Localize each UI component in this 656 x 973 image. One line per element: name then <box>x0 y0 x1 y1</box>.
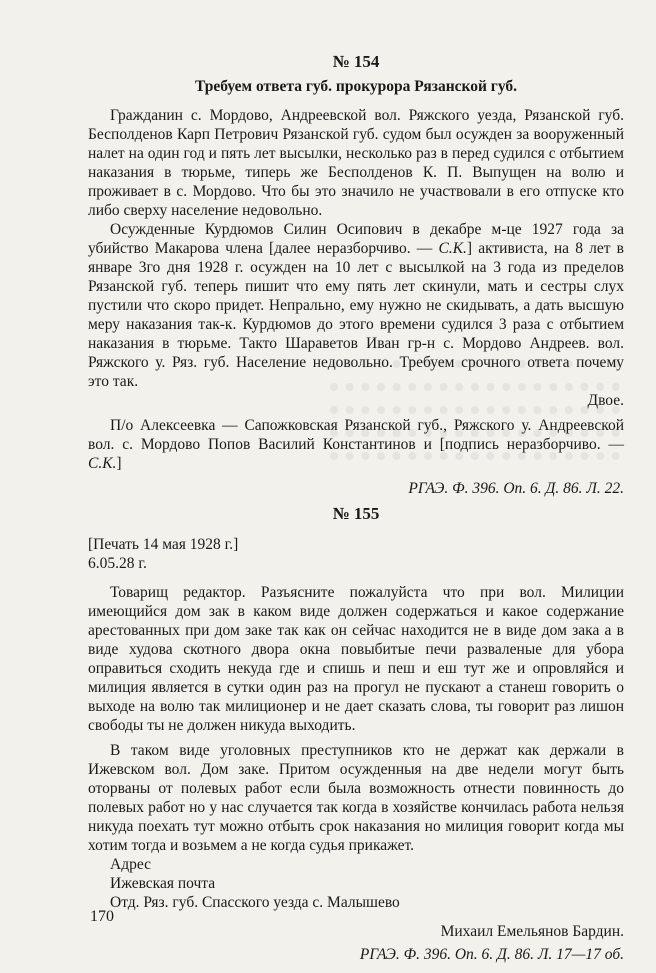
paragraph-text: Осужденные Курдюмов Силин Осипович в декабре м-це 1927 года за убийство Макарова члена [далее неразборчиво. — <box>88 221 624 257</box>
document-155 <box>88 504 624 964</box>
page-number: 170 <box>90 908 114 925</box>
stamp-note: [Печать 14 мая 1928 г.] <box>88 536 239 553</box>
address-line: Ижевская почта <box>110 875 216 892</box>
document-154 <box>88 52 624 498</box>
paragraph-text: ] активиста, на 8 лет в январе 3го дня 1928 г. осужден на 10 лет с высылкой на 3 года из пределов Рязанской губ. теперь пишит что ему пять лет скинули, мать и сестры слух пустили что скоро придет. Непрально, ему нужно не скидывать, а дать высшую меру наказания так-к. Курдюмов до этого времени судился 3 раза с отбытием наказания в тюрьме. Такто Шараветов Иван гр-н с. Мордово Андреев. вол. Ряжского у. Ряз. губ. Население недовольно. Требуем срочного ответа почему это так. <box>88 240 624 390</box>
paragraph: Товарищ редактор. Разъясните пожалуйста что при вол. Милиции имеющийся дом зак в каком виде должен содержаться и какое содержание арестованных при дом заке так как он сейчас находится не в виде дом зака а в виде худова скотного двора окна повыбитые печи разваленые для убора оправиться сходить некуда где и спишь и пеш и еш тут же и опровляйся и милиция является в сутки один раз на прогул не пускают а станеш говорить о выходе на волю так милиционер и не дает сказать слова, ты говорит раз лишон свободы ты не должен никуда выходить. <box>88 584 624 734</box>
document-number: № 154 <box>332 52 380 71</box>
archive-source: РГАЭ. Ф. 396. Оп. 6. Д. 86. Л. 17—17 об. <box>359 946 624 963</box>
paragraph <box>88 220 624 391</box>
paragraph-text: П/о Алексеевка — Сапожковская Рязанской губ., Ряжского у. Андреевской вол. с. Мордово Попов Василий Константинов и [подпись неразборчиво. — <box>88 417 624 453</box>
signature: Двое. <box>587 392 624 409</box>
document-title: Требуем ответа губ. прокурора Рязанской губ. <box>194 78 518 95</box>
paragraph-text: ] <box>116 455 122 472</box>
document-date: 6.05.28 г. <box>88 555 147 572</box>
address-label: Адрес <box>110 856 151 873</box>
paragraph: В таком виде уголовных преступников кто не держат как держали в Ижевском вол. Дом заке. Притом осужденныя на две недели могут быть оторваны от полевых работ если была возможность отнести повинность до полевых работ но у нас случается так когда в хозяйстве кончилась работа нельзя никуда поехать тут можно отбыть срок наказания но милиция говорит когда мы хотим тогда и возьмем а не когда судья прикажет. <box>88 742 624 854</box>
paragraph <box>88 416 624 473</box>
editor-initials: С.К. <box>88 455 117 472</box>
editor-initials: С.К. <box>438 240 467 257</box>
address-block <box>88 855 624 912</box>
archive-source: РГАЭ. Ф. 396. Оп. 6. Д. 86. Л. 22. <box>408 480 624 497</box>
paragraph: Гражданин с. Мордово, Андреевской вол. Ряжского уезда, Рязанской губ. Бесполденов Карп Петрович Рязанской губ. судом был осужден за вооруженный налет на один год и пять лет высылки, несколько раз в перед судился с отбытием наказания в тюрьме, типерь же Бесполденов К. П. Выпущен на волю и проживает в с. Мордово. Что бы это значило не участвовали в его отпуске кто либо сверху население недовольно. <box>88 107 624 219</box>
page-text <box>88 52 624 964</box>
document-number: № 155 <box>332 504 380 523</box>
signature: Михаил Емельянов Бардин. <box>440 923 624 940</box>
address-line: Отд. Ряз. губ. Спасского уезда с. Малышево <box>110 894 400 911</box>
